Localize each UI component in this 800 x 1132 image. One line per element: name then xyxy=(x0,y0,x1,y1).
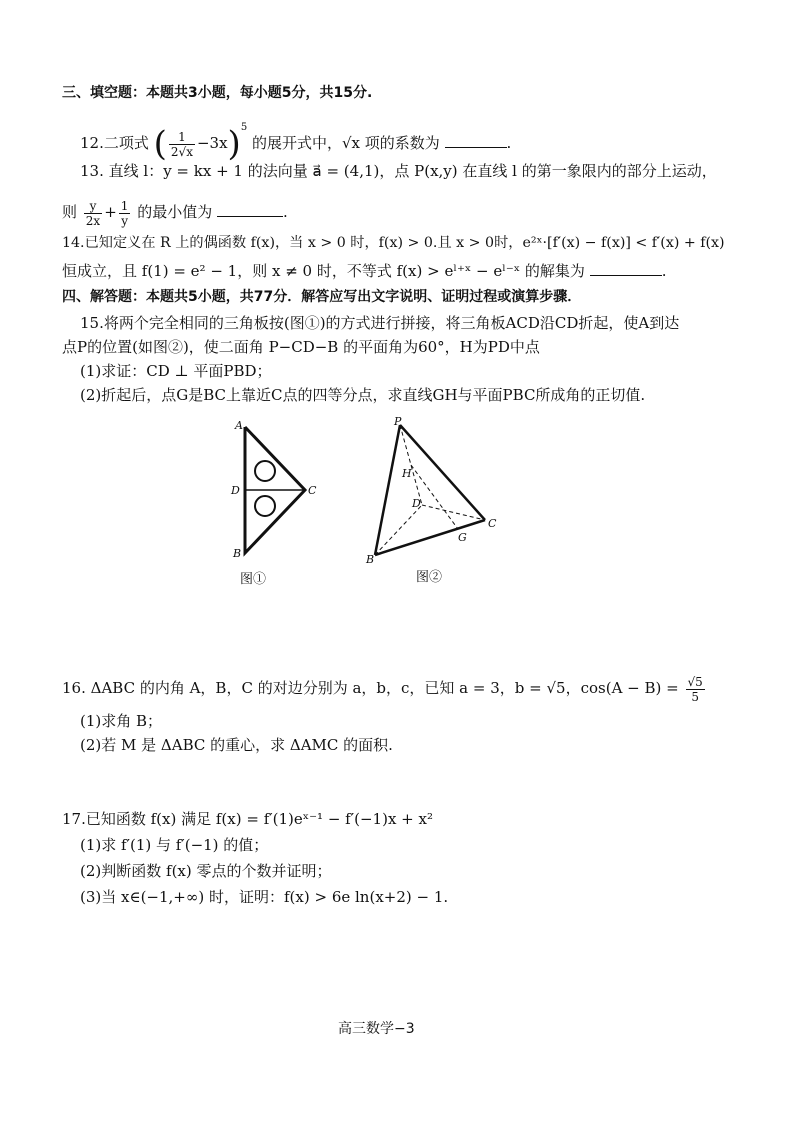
question-15-line1: 15.将两个完全相同的三角板按(图①)的方式进行拼接，将三角板ACD沿CD折起，使A到达 xyxy=(80,314,680,332)
q13-plus: + xyxy=(104,203,117,221)
fig2-edge-pb xyxy=(375,425,400,555)
question-13-line1: 13. 直线 l：y = kx + 1 的法向量 a⃗ = (4,1)，点 P(x,y) 在直线 l 的第一象限内的部分上运动， xyxy=(80,162,717,180)
q13-f1-den: 2x xyxy=(85,213,101,228)
fig2-label-b: B xyxy=(366,553,375,566)
q12-fraction xyxy=(169,130,195,159)
q12-frac-num: 1 xyxy=(169,130,195,145)
question-15-line2: 点P的位置(如图②)，使二面角 P−CD−B 的平面角为60°，H为PD中点 xyxy=(62,338,540,356)
fig2-label-g: G xyxy=(458,531,467,544)
question-12: 12.二项式 ( $\frac{1}{2√x}$ −3x)$^5$ 的展开式中，√x 项的系数为 . xyxy=(80,122,512,164)
q13-suffix: 的最小值为 xyxy=(137,203,213,221)
q13-then: 则 xyxy=(62,203,78,221)
fig1-label-b: B xyxy=(233,547,242,560)
q12-answer-blank xyxy=(445,133,507,148)
q16-fraction xyxy=(686,675,705,704)
q14-answer-blank xyxy=(590,261,662,276)
figure-1-caption: 图① xyxy=(240,572,267,587)
q13-end: . xyxy=(283,203,288,221)
question-14-line2 xyxy=(62,260,666,282)
q13-f1-num: y xyxy=(84,199,102,214)
page-footer: 高三数学−3 xyxy=(338,1021,415,1037)
fig1-label-c: C xyxy=(308,484,317,497)
question-16-part1: (1)求角 B； xyxy=(80,712,163,730)
fig2-label-c: C xyxy=(488,517,497,530)
q12-exponent: 5 xyxy=(240,122,248,133)
q12-suffix: 的展开式中，√x 项的系数为 xyxy=(251,134,440,152)
fig1-hole-lower xyxy=(255,496,275,516)
question-17-line1: 17.已知函数 f(x) 满足 f(x) = f′(1)eˣ⁻¹ − f′(−1)x + x² xyxy=(62,810,433,828)
q12-end: . xyxy=(506,134,512,152)
question-17-part1: (1)求 f′(1) 与 f′(−1) 的值； xyxy=(80,836,269,854)
question-15-part1: (1)求证：CD ⊥ 平面PBD； xyxy=(80,362,272,380)
question-13-line2 xyxy=(62,194,288,230)
fig2-edge-dc xyxy=(422,505,485,520)
q13-f2-num: 1 xyxy=(120,198,129,213)
fig2-label-d: D xyxy=(412,497,421,510)
question-17-part2: (2)判断函数 f(x) 零点的个数并证明； xyxy=(80,862,332,880)
q12-minus-term: −3x xyxy=(196,134,228,152)
question-14-line1: 14.已知定义在 R 上的偶函数 f(x)，当 x > 0 时，f(x) > 0.且 x > 0时，e²ˣ·[f′(x) − f(x)] < f′(x) + f(x) xyxy=(62,235,725,251)
q16-frac-den: 5 xyxy=(691,689,699,704)
fig2-label-h: H xyxy=(402,467,412,480)
q13-answer-blank xyxy=(217,202,283,217)
fig1-label-a: A xyxy=(235,419,243,432)
question-16-line1 xyxy=(62,670,707,706)
question-15-part2: (2)折起后，点G是BC上靠近C点的四等分点，求直线GH与平面PBC所成角的正切值. xyxy=(80,386,646,404)
q16-prefix: 16. ΔABC 的内角 A，B，C 的对边分别为 a，b，c，已知 a = 3，b = √5，cos(A − B) = xyxy=(62,679,679,697)
question-17-part3: (3)当 x∈(−1,+∞) 时，证明：f(x) > 6e ln(x+2) − 1. xyxy=(80,888,449,906)
figure-2-caption: 图② xyxy=(416,570,443,585)
fig2-label-p: P xyxy=(394,415,402,428)
section-4-heading: 四、解答题：本题共5小题，共77分．解答应写出文字说明、证明过程或演算步骤． xyxy=(62,289,582,305)
fig1-hole-upper xyxy=(255,461,275,481)
figure-1 xyxy=(225,415,325,565)
q14-line2-prefix: 恒成立，且 f(1) = e² − 1，则 x ≠ 0 时，不等式 f(x) > eˡ⁺ˣ − eˡ⁻ˣ 的解集为 xyxy=(62,262,585,280)
question-16-part2: (2)若 M 是 ΔABC 的重心，求 ΔAMC 的面积. xyxy=(80,736,393,754)
q14-end: . xyxy=(661,262,667,280)
fig1-label-d: D xyxy=(231,484,240,497)
q13-fraction-2 xyxy=(119,199,131,228)
q12-prefix: 12.二项式 xyxy=(80,134,149,152)
q13-fraction-1 xyxy=(84,199,102,228)
q13-f2-den: y xyxy=(121,213,128,228)
section-3-heading: 三、填空题：本题共3小题，每小题5分，共15分. xyxy=(62,85,373,101)
figure-2 xyxy=(360,415,510,570)
q12-frac-den: 2√x xyxy=(170,144,193,159)
q16-frac-num: √5 xyxy=(687,674,703,689)
